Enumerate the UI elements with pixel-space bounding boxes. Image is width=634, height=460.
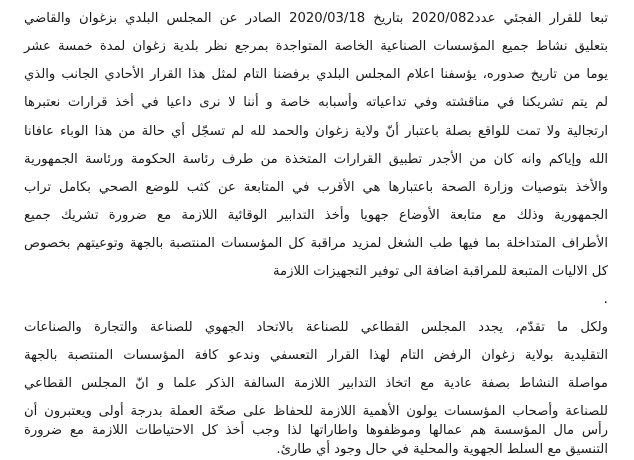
text-line: ارتجالية ولا تمت للواقع بصلة باعتبار أنّ ولاية زغوان والحمد لله لم تسجّل أي حالة من هذا الوباء عافانا <box>24 124 608 139</box>
text-line: مواصلة النشاط بصفة عادية مع اتخاذ التدابير اللازمة السالفة الذكر علما و انّ المجلس القطاعي <box>24 376 608 391</box>
text-line: الأطراف المتداخلة بما فيها طب الشغل لمزيد مراقبة كل المؤسسات المنتصبة بالجهة وتوعيتهم بخصوص <box>24 236 608 251</box>
text-line: التنسيق مع السلط الجهوية والمحلية في حال وجود أي طارئ. <box>276 442 608 457</box>
text-line: للصناعة وأصحاب المؤسسات يولون الأهمية اللازمة للحفاظ على صحّة العملة بدرجة أولى ويعتبرون أن <box>24 404 608 419</box>
text-line: تبعا للقرار الفجئي عدد2020/082 بتاريخ 2020/03/18 الصادر عن المجلس البلدي بزغوان والقاضي <box>24 11 608 26</box>
text-line: كل الاليات المتبعة للمراقبة اضافة الى توفير التجهيزات اللازمة <box>272 264 608 279</box>
text-line: يوما من تاريخ صدوره، يؤسفنا اعلام المجلس البلدي برفضنا التام لمثل هذا القرار الأحادي الجانب والذي <box>24 67 608 82</box>
separator-dot: . <box>603 291 608 307</box>
text-line: رأس مال المؤسسة هم عمالها وموظفوها واطاراتها لذا وجب أخذ كل الاحتياطات اللازمة مع ضرورة <box>24 423 608 438</box>
text-line: بتعليق نشاط جميع المؤسسات الصناعية الخاصة المتواجدة بمرجع نظر بلدية زغوان لمدة خمسة عشر <box>24 39 608 54</box>
text-line: والأخذ بتوصيات وزارة الصحة باعتبارها هي الأقرب في المتابعة عن كثب للوضع الصحي بكامل تراب <box>24 180 608 195</box>
text-line: لم يتم تشريكنا في مناقشته وفي تداعياته وأسبابه خاصة و أننا لا نرى داعيا في أخذ قرارات نعتبرها <box>24 95 608 110</box>
text-line: التقليدية بولاية زغوان الرفض التام لهذا القرار التعسفي وندعو كافة المؤسسات المنتصبة بالجهة <box>24 348 608 363</box>
text-line: الله وإياكم وانه كان من الأجدر تطبيق القرارات المتخذة من طرف رئاسة الحكومة ورئاسة الجمهورية <box>24 152 608 167</box>
text-line: الجمهورية وذلك مع متابعة الأوضاع جهويا وأخذ التدابير الوقائية اللازمة مع ضرورة تشريك جميع <box>24 208 608 223</box>
text-line: ولكل ما تقدّم، يجدد المجلس القطاعي للصناعة بالاتحاد الجهوي للصناعة والتجارة والصناعات <box>24 320 608 335</box>
